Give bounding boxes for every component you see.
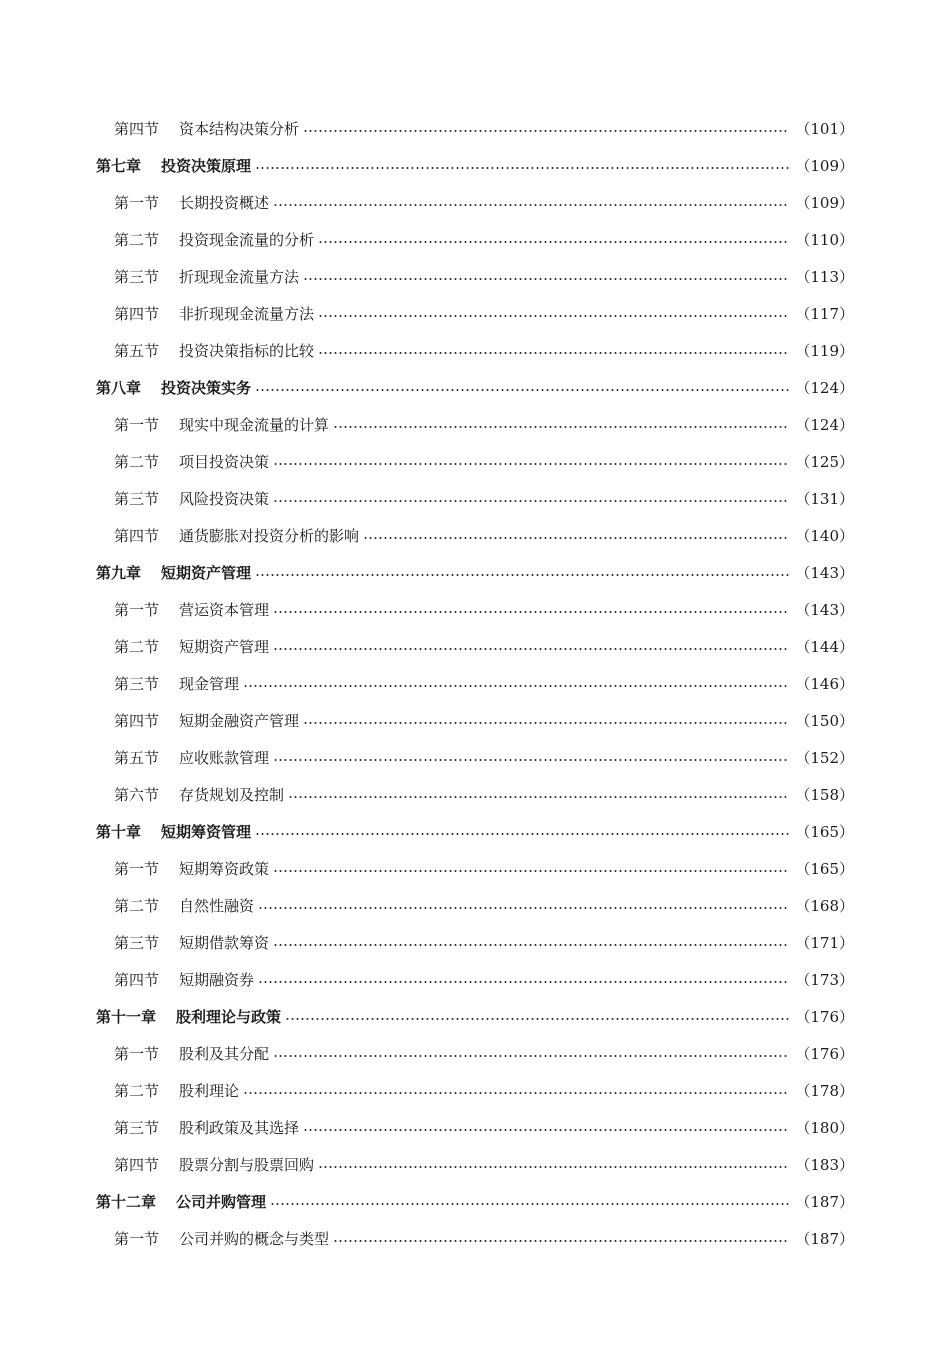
entry-label: 第十一章 [96,1008,157,1026]
toc-entry-section[interactable] [0,184,950,221]
entry-label: 第五节 [114,749,160,767]
entry-page-number: （187） [795,1230,854,1248]
entry-title: 短期融资券 [179,971,255,989]
toc-entry-section[interactable] [0,1220,950,1257]
entry-title: 股利政策及其选择 [179,1119,300,1137]
entry-page-number: （110） [795,231,854,249]
entry-title: 项目投资决策 [179,453,270,471]
entry-title: 公司并购管理 [176,1193,267,1211]
entry-page-number: （109） [795,157,854,175]
entry-page-number: （143） [795,601,854,619]
entry-label: 第六节 [114,786,160,804]
toc-entry-section[interactable] [0,1035,950,1072]
entry-title: 长期投资概述 [179,194,270,212]
entry-label: 第四节 [114,305,160,323]
entry-title: 自然性融资 [179,897,255,915]
entry-title: 非折现现金流量方法 [179,305,315,323]
entry-page-number: （171） [795,934,854,952]
entry-page-number: （131） [795,490,854,508]
entry-label: 第三节 [114,675,160,693]
entry-title: 股利理论 [179,1082,240,1100]
toc-entry-section[interactable] [0,739,950,776]
dot-leader [318,352,789,354]
entry-label: 第八章 [96,379,142,397]
entry-title: 投资决策指标的比较 [179,342,315,360]
entry-page-number: （187） [795,1193,854,1211]
dot-leader [258,907,789,909]
dot-leader [273,500,789,502]
entry-label: 第一节 [114,601,160,619]
entry-title: 投资决策原理 [161,157,252,175]
dot-leader [285,1018,789,1020]
entry-page-number: （144） [795,638,854,656]
entry-title: 现实中现金流量的计算 [179,416,330,434]
toc-entry-section[interactable] [0,591,950,628]
toc-entry-chapter[interactable] [0,998,950,1035]
entry-label: 第四节 [114,120,160,138]
entry-label: 第十二章 [96,1193,157,1211]
entry-label: 第三节 [114,268,160,286]
entry-label: 第二节 [114,231,160,249]
toc-entry-chapter[interactable] [0,147,950,184]
dot-leader [273,759,789,761]
entry-page-number: （165） [795,860,854,878]
entry-page-number: （146） [795,675,854,693]
entry-page-number: （183） [795,1156,854,1174]
entry-label: 第三节 [114,490,160,508]
entry-title: 短期资产管理 [161,564,252,582]
toc-entry-section[interactable] [0,1072,950,1109]
dot-leader [318,1166,789,1168]
dot-leader [255,833,789,835]
entry-title: 短期资产管理 [179,638,270,656]
entry-title: 股票分割与股票回购 [179,1156,315,1174]
dot-leader [255,389,789,391]
entry-page-number: （113） [795,268,854,286]
toc-entry-section[interactable] [0,961,950,998]
entry-title: 存货规划及控制 [179,786,285,804]
toc-entry-section[interactable] [0,480,950,517]
toc-entry-chapter[interactable] [0,554,950,591]
dot-leader [273,648,789,650]
entry-page-number: （150） [795,712,854,730]
entry-title: 短期筹资管理 [161,823,252,841]
entry-label: 第十章 [96,823,142,841]
dot-leader [273,463,789,465]
dot-leader [288,796,789,798]
dot-leader [303,130,789,132]
entry-page-number: （173） [795,971,854,989]
entry-label: 第四节 [114,971,160,989]
entry-page-number: （152） [795,749,854,767]
dot-leader [273,944,789,946]
dot-leader [333,426,789,428]
entry-page-number: （165） [795,823,854,841]
dot-leader [258,981,789,983]
entry-page-number: （143） [795,564,854,582]
entry-label: 第一节 [114,860,160,878]
entry-title: 资本结构决策分析 [179,120,300,138]
toc-entry-section[interactable] [0,887,950,924]
entry-page-number: （109） [795,194,854,212]
toc-entry-section[interactable] [0,221,950,258]
entry-title: 现金管理 [179,675,240,693]
dot-leader [363,537,789,539]
toc-entry-section[interactable] [0,1146,950,1183]
entry-page-number: （158） [795,786,854,804]
entry-label: 第二节 [114,453,160,471]
entry-title: 应收账款管理 [179,749,270,767]
dot-leader [273,870,789,872]
dot-leader [303,1129,789,1131]
entry-page-number: （180） [795,1119,854,1137]
entry-label: 第九章 [96,564,142,582]
entry-label: 第七章 [96,157,142,175]
toc-entry-chapter[interactable] [0,369,950,406]
entry-page-number: （124） [795,379,854,397]
toc-entry-section[interactable] [0,776,950,813]
entry-label: 第二节 [114,1082,160,1100]
dot-leader [243,1092,789,1094]
toc-entry-section[interactable] [0,628,950,665]
entry-label: 第一节 [114,416,160,434]
entry-page-number: （176） [795,1045,854,1063]
dot-leader [273,1055,789,1057]
entry-title: 投资现金流量的分析 [179,231,315,249]
entry-title: 股利理论与政策 [176,1008,282,1026]
entry-label: 第二节 [114,897,160,915]
entry-title: 短期金融资产管理 [179,712,300,730]
dot-leader [318,241,789,243]
dot-leader [318,315,789,317]
toc-entry-section[interactable] [0,850,950,887]
entry-page-number: （125） [795,453,854,471]
entry-title: 营运资本管理 [179,601,270,619]
entry-label: 第三节 [114,934,160,952]
entry-page-number: （119） [795,342,854,360]
entry-page-number: （176） [795,1008,854,1026]
toc-entry-section[interactable] [0,517,950,554]
toc-entry-section[interactable] [0,1109,950,1146]
entry-title: 公司并购的概念与类型 [179,1230,330,1248]
entry-title: 折现现金流量方法 [179,268,300,286]
entry-title: 风险投资决策 [179,490,270,508]
dot-leader [273,611,789,613]
entry-label: 第二节 [114,638,160,656]
entry-page-number: （178） [795,1082,854,1100]
entry-label: 第五节 [114,342,160,360]
toc-entry-section[interactable] [0,665,950,702]
entry-page-number: （124） [795,416,854,434]
toc-entry-section[interactable] [0,332,950,369]
dot-leader [270,1203,789,1205]
toc-entry-section[interactable] [0,924,950,961]
toc-entry-section[interactable] [0,258,950,295]
entry-title: 通货膨胀对投资分析的影响 [179,527,360,545]
dot-leader [255,167,789,169]
dot-leader [273,204,789,206]
dot-leader [303,278,789,280]
entry-title: 短期借款筹资 [179,934,270,952]
toc-entry-chapter[interactable] [0,1183,950,1220]
entry-label: 第四节 [114,712,160,730]
dot-leader [303,722,789,724]
entry-label: 第四节 [114,527,160,545]
entry-page-number: （140） [795,527,854,545]
dot-leader [255,574,789,576]
entry-page-number: （101） [795,120,854,138]
entry-label: 第一节 [114,194,160,212]
entry-page-number: （117） [795,305,854,323]
entry-title: 投资决策实务 [161,379,252,397]
dot-leader [243,685,789,687]
toc-entry-section[interactable] [0,702,950,739]
entry-label: 第一节 [114,1230,160,1248]
toc-entry-chapter[interactable] [0,813,950,850]
entry-label: 第三节 [114,1119,160,1137]
toc-entry-section[interactable] [0,295,950,332]
dot-leader [333,1240,789,1242]
entry-label: 第四节 [114,1156,160,1174]
entry-page-number: （168） [795,897,854,915]
toc-entry-section[interactable] [0,443,950,480]
toc-entry-section[interactable] [0,110,950,147]
entry-title: 股利及其分配 [179,1045,270,1063]
entry-title: 短期筹资政策 [179,860,270,878]
table-of-contents [0,110,950,1257]
entry-label: 第一节 [114,1045,160,1063]
toc-entry-section[interactable] [0,406,950,443]
